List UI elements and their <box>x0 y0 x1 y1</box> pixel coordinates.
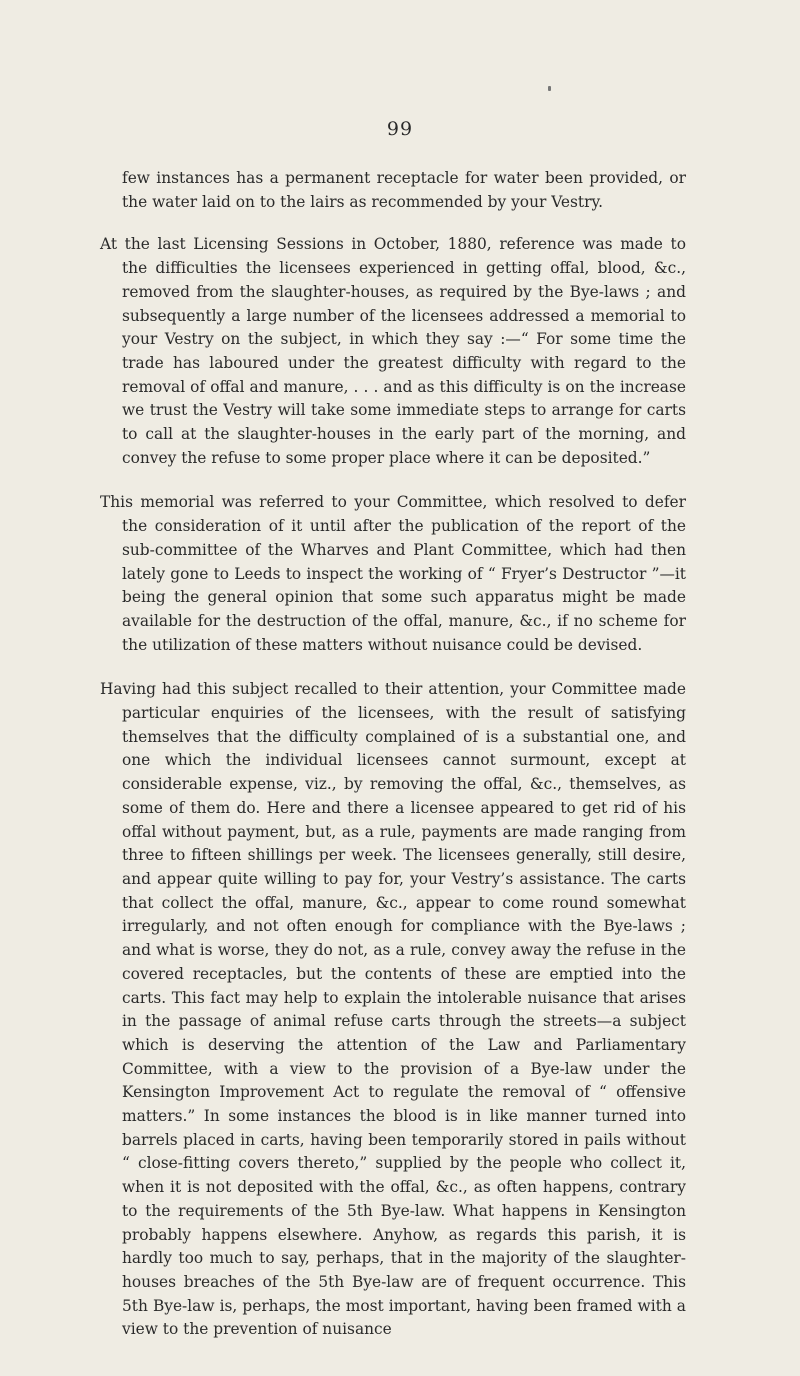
stray-ink-mark <box>548 86 551 91</box>
page-number: 99 <box>386 118 414 140</box>
paragraph-continued: few instances has a permanent receptacle for water been provided, or the water laid on to the lairs as recommended by your Vestry. <box>122 169 686 211</box>
paragraph-memorial-referred: This memorial was referred to your Committee, which resolved to defer the consideration of it until after the publication of the report of the sub-committee of the Wharves and Plant Committee, which had then lately gone to Leeds to inspect the working of “ Fryer’s Destructor ”—it being the general opinion that some such apparatus might be made available for the destruction of the offal, manure, &c., if no scheme for the utilization of these matters without nuisance could be devised. <box>100 493 686 654</box>
paragraph-committee-enquiries: Having had this subject recalled to their attention, your Committee made particular enquiries of the licensees, with the result of satisfying themselves that the difficulty complained of is a substantial one, and one which the individual licensees cannot surmount, except at considerable expense, viz., by removing the offal, &c., themselves, as some of them do. Here and there a licensee appeared to get rid of his offal without payment, but, as a rule, payments are made ranging from three to fifteen shillings per week. The licensees generally, still desire, and appear quite willing to pay for, your Vestry’s assistance. The carts that collect the offal, manure, &c., appear to come round somewhat irregularly, and not often enough for compliance with the Bye-laws ; and what is worse, they do not, as a rule, convey away the refuse in the covered receptacles, but the contents of these are emptied into the carts. This fact may help to explain the intolerable nuisance that arises in the passage of animal refuse carts through the streets—a subject which is deserving the attention of the Law and Parliamentary Committee, with a view to the provision of a Bye-law under the Kensington Improvement Act to regulate the removal of “ offensive matters.” In some instances the blood is in like manner turned into barrels placed in carts, having been temporarily stored in pails without “ close-fitting covers thereto,” supplied by the people who collect it, when it is not deposited with the offal, &c., as often happens, contrary to the requirements of the 5th Bye-law. What happens in Kensington probably happens elsewhere. Anyhow, as regards this parish, it is hardly too much to say, perhaps, that in the majority of the slaughter-houses breaches of the 5th Bye-law are of frequent occurrence. This 5th Bye-law is, perhaps, the most important, having been framed with a view to the prevention of nuisance <box>100 680 686 1339</box>
page-body <box>100 167 686 1342</box>
paragraph-licensing-sessions: At the last Licensing Sessions in October, 1880, reference was made to the difficulties the licensees experienced in getting offal, blood, &c., removed from the slaughter-houses, as required by the Bye-laws ; and subsequently a large number of the licensees addressed a memorial to your Vestry on the subject, in which they say :—“ For some time the trade has laboured under the greatest difficulty with regard to the removal of offal and manure, . . . and as this difficulty is on the increase we trust the Vestry will take some immediate steps to arrange for carts to call at the slaughter-houses in the early part of the morning, and convey the refuse to some proper place where it can be deposited.” <box>100 235 686 467</box>
